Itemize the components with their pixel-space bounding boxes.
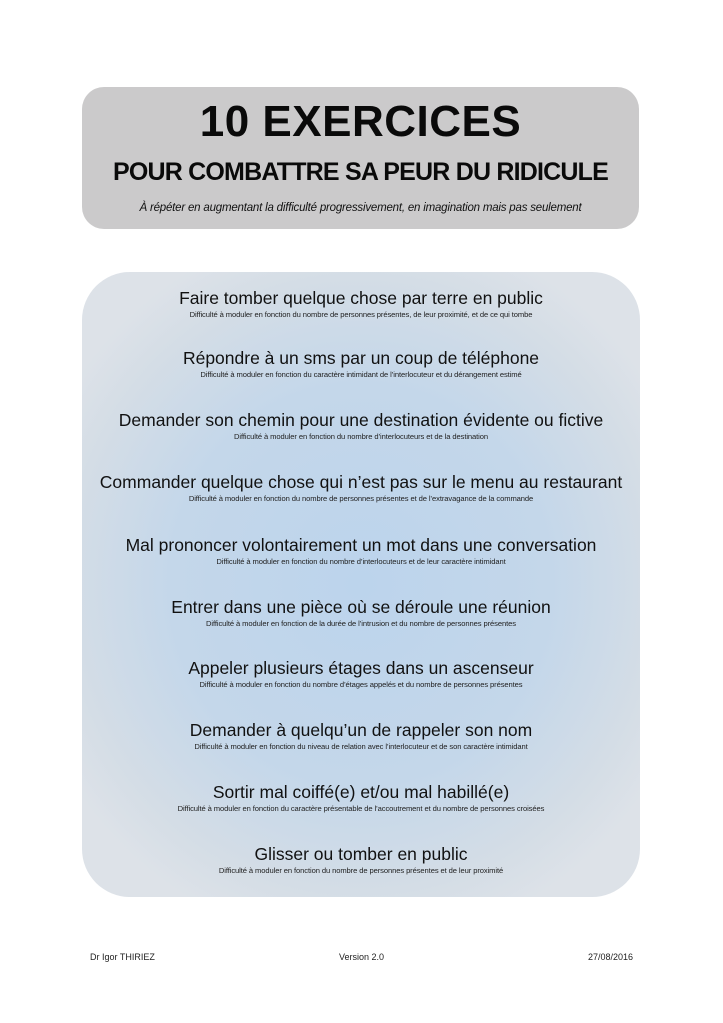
exercise-title: Demander son chemin pour une destination évidente ou fictive xyxy=(118,410,604,430)
footer-version: Version 2.0 xyxy=(338,952,385,962)
exercise-description: Difficulté à moduler en fonction du nombre de personnes présentes et de l’extravagance de la commande xyxy=(188,494,534,503)
exercise-item-7 xyxy=(82,657,640,690)
exercise-title: Sortir mal coiffé(e) et/ou mal habillé(e) xyxy=(212,782,510,802)
exercise-title: Commander quelque chose qui n’est pas sur le menu au restaurant xyxy=(99,472,623,492)
exercise-title: Faire tomber quelque chose par terre en public xyxy=(179,288,543,308)
exercise-title: Appeler plusieurs étages dans un ascenseur xyxy=(188,658,534,678)
exercise-description: Difficulté à moduler en fonction du nombre de personnes présentes, de leur proximité, et de ce qui tombe xyxy=(189,310,533,319)
exercise-list-panel xyxy=(82,272,640,897)
exercise-description: Difficulté à moduler en fonction du caractère présentable de l’accoutrement et du nombre de personnes croisées xyxy=(177,804,545,813)
exercise-description: Difficulté à moduler en fonction du caractère intimidant de l’interlocuteur et du dérangement estimé xyxy=(200,370,522,379)
exercise-description: Difficulté à moduler en fonction du niveau de relation avec l’interlocuteur et de son caractère intimidant xyxy=(194,742,528,751)
exercise-item-4 xyxy=(82,471,640,504)
exercise-title: Entrer dans une pièce où se déroule une réunion xyxy=(171,597,551,617)
header-banner xyxy=(82,87,639,229)
exercise-description: Difficulté à moduler en fonction du nombre d’interlocuteurs et de la destination xyxy=(234,432,488,441)
exercise-item-3 xyxy=(82,409,640,442)
exercise-title: Demander à quelqu’un de rappeler son nom xyxy=(189,720,533,740)
exercise-item-1 xyxy=(82,287,640,320)
exercise-item-9 xyxy=(82,781,640,814)
footer-date: 27/08/2016 xyxy=(587,952,633,962)
exercise-title: Mal prononcer volontairement un mot dans une conversation xyxy=(125,535,597,555)
exercise-item-6 xyxy=(82,596,640,629)
page-tagline: À répéter en augmentant la difficulté progressivement, en imagination mais pas seulement xyxy=(139,202,582,214)
exercise-item-10 xyxy=(82,843,640,876)
exercise-item-8 xyxy=(82,719,640,752)
exercise-description: Difficulté à moduler en fonction du nombre d’interlocuteurs et de leur caractère intimidant xyxy=(216,557,506,566)
exercise-item-2 xyxy=(82,347,640,380)
page-title: 10 EXERCICES xyxy=(199,97,522,146)
footer-author: Dr Igor THIRIEZ xyxy=(90,952,155,962)
exercise-item-5 xyxy=(82,534,640,567)
exercise-title: Répondre à un sms par un coup de téléphone xyxy=(182,348,540,368)
exercise-title: Glisser ou tomber en public xyxy=(254,844,468,864)
page-subtitle: POUR COMBATTRE SA PEUR DU RIDICULE xyxy=(112,158,609,186)
exercise-description: Difficulté à moduler en fonction du nombre d’étages appelés et du nombre de personnes présentes xyxy=(199,680,523,689)
exercise-description: Difficulté à moduler en fonction du nombre de personnes présentes et de leur proximité xyxy=(218,866,504,875)
exercise-description: Difficulté à moduler en fonction de la durée de l’intrusion et du nombre de personnes présentes xyxy=(206,619,516,628)
